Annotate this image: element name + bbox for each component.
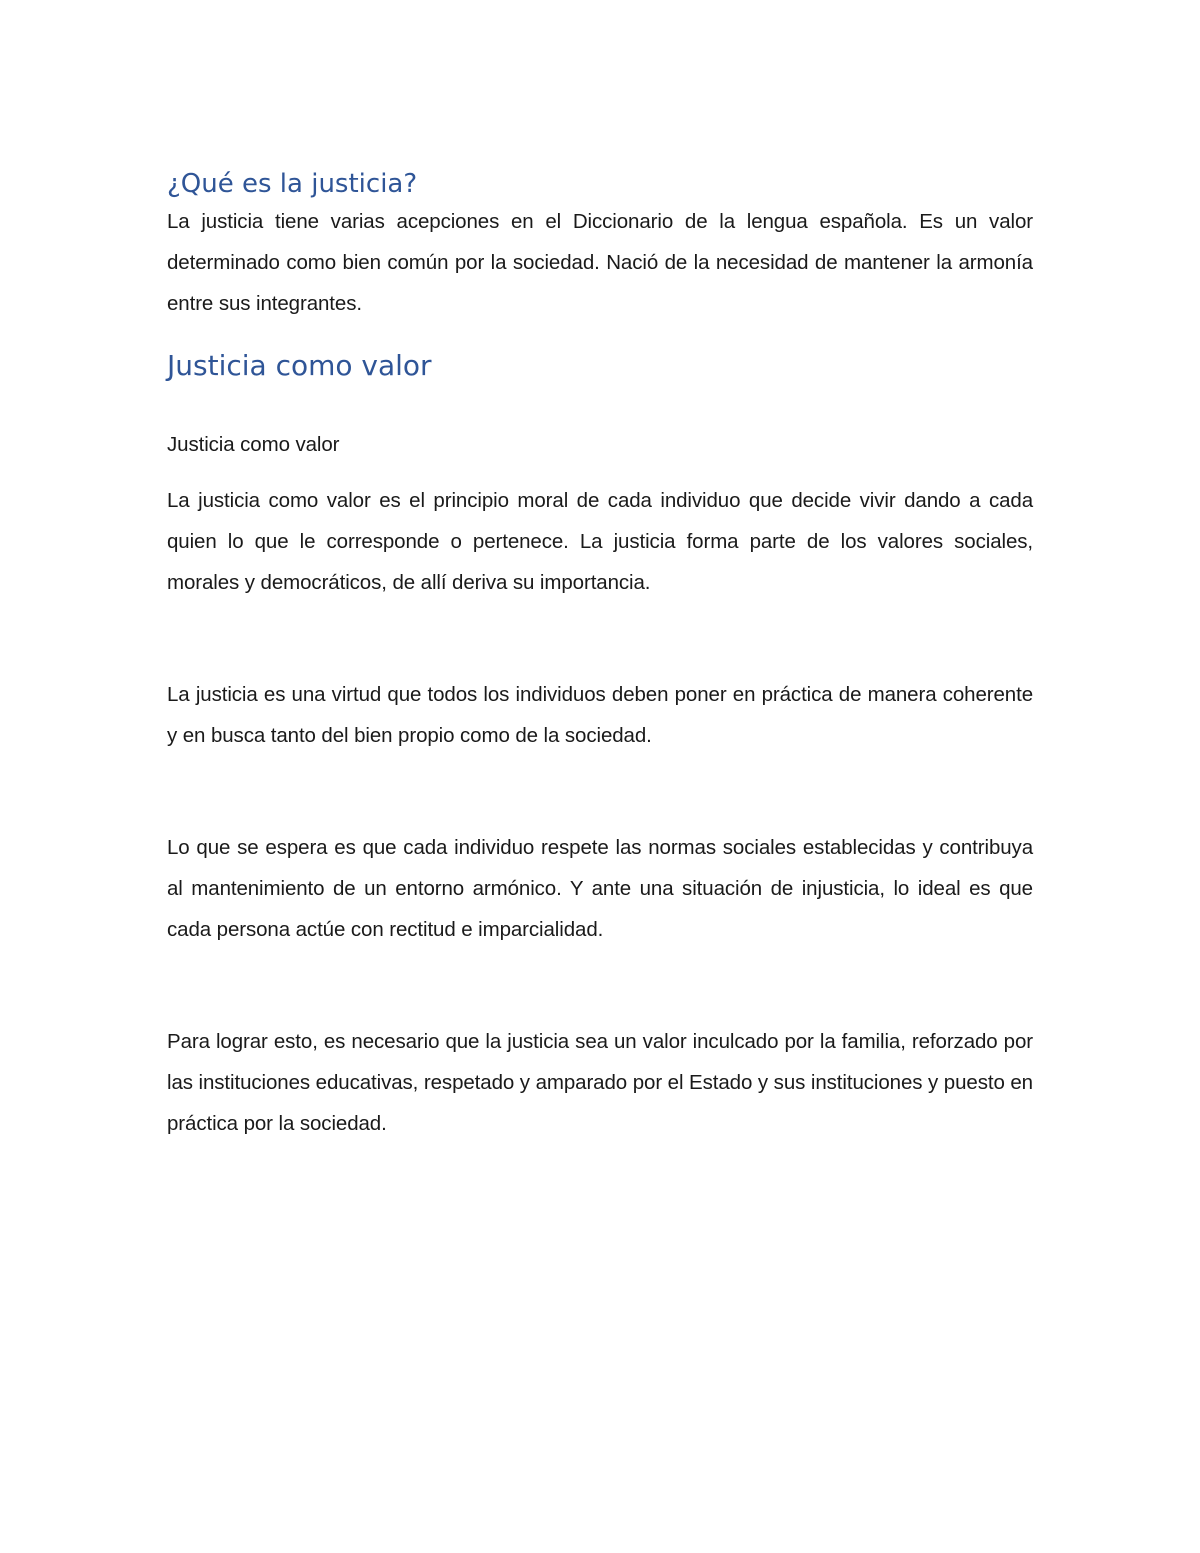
document-content bbox=[167, 160, 1033, 1135]
paragraph-definition: La justicia tiene varias acepciones en el Diccionario de la lengua española. Es un valor determinado como bien común por la sociedad. Nació de la necesidad de mantener la armonía entre sus integrantes. bbox=[167, 210, 1033, 315]
subtitle-justicia-como-valor: Justicia como valor bbox=[167, 433, 340, 456]
heading-justicia-como-valor: Justicia como valor bbox=[167, 349, 432, 382]
heading-que-es-la-justicia: ¿Qué es la justicia? bbox=[167, 169, 418, 199]
paragraph-expectation: Lo que se espera es que cada individuo respete las normas sociales establecidas y contribuya al mantenimiento de un entorno armónico. Y ante una situación de injusticia, lo ideal es que cada persona actúe con rectitud e imparcialidad. bbox=[167, 836, 1033, 941]
paragraph-moral-principle: La justicia como valor es el principio moral de cada individuo que decide vivir dando a cada quien lo que le corresponde o pertenece. La justicia forma parte de los valores sociales, morales y democráticos, de allí deriva su importancia. bbox=[167, 489, 1033, 594]
paragraph-achieve: Para lograr esto, es necesario que la justicia sea un valor inculcado por la familia, reforzado por las instituciones educativas, respetado y amparado por el Estado y sus instituciones y puesto en práctica por la sociedad. bbox=[167, 1030, 1033, 1135]
paragraph-virtue: La justicia es una virtud que todos los individuos deben poner en práctica de manera coherente y en busca tanto del bien propio como de la sociedad. bbox=[167, 683, 1033, 747]
